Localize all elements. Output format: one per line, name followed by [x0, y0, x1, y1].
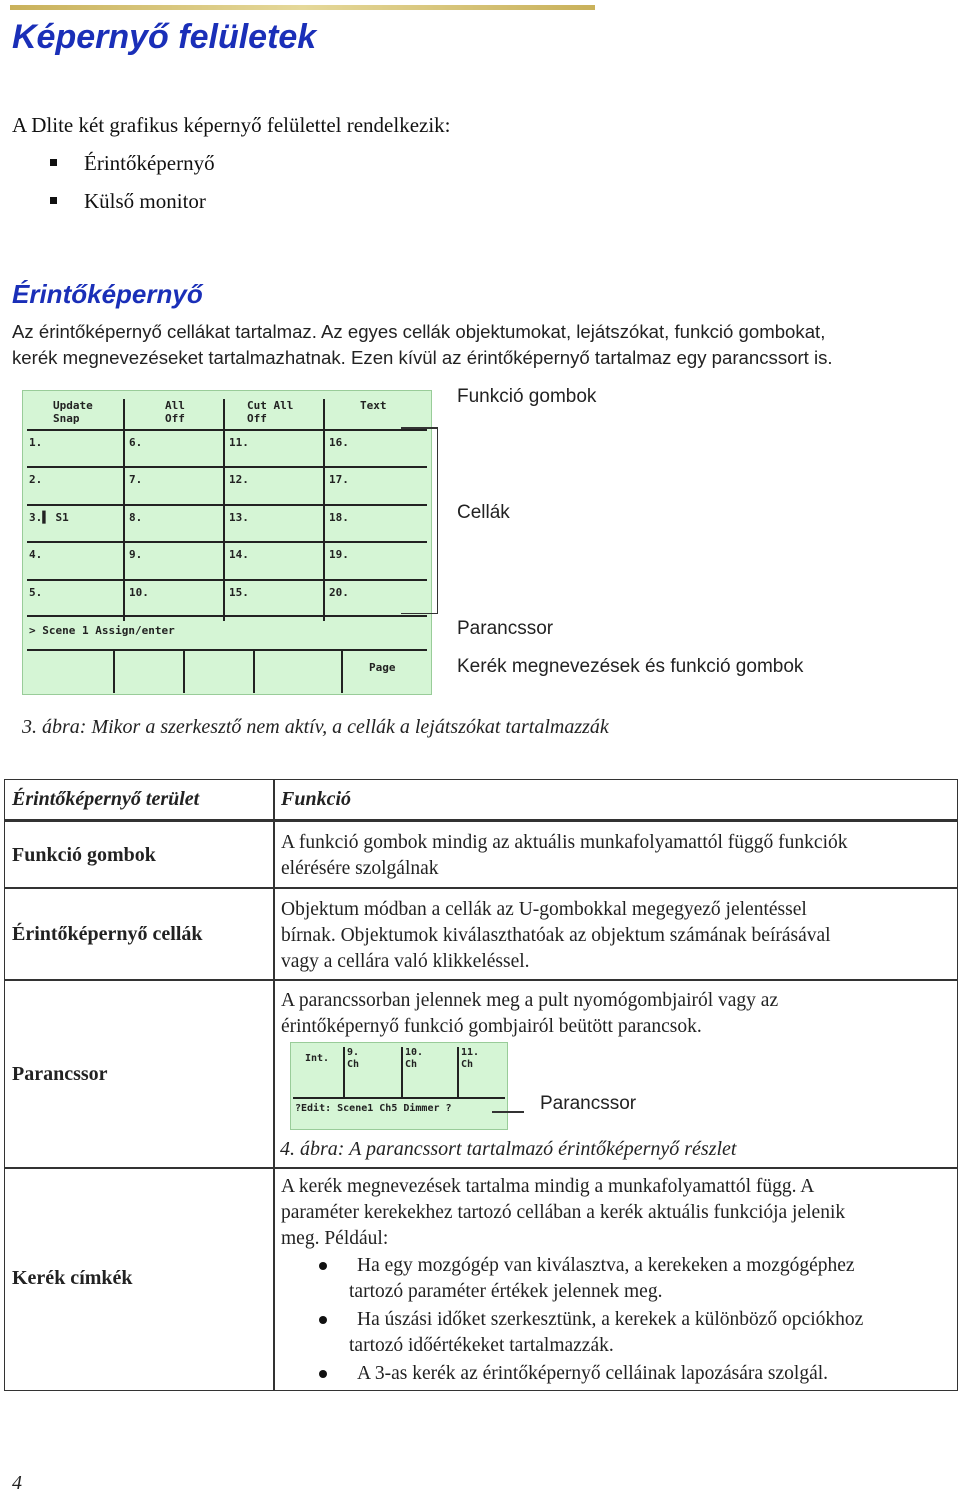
cell: 13.: [229, 511, 249, 524]
square-bullet-icon: [50, 197, 57, 204]
bullet-icon: [319, 1370, 327, 1378]
cut-all-off-button: Cut All Off: [247, 399, 294, 425]
bullet-item: Külső monitor: [50, 189, 206, 214]
row-label: Érintőképernyő cellák: [12, 923, 203, 945]
cell: 6.: [129, 436, 143, 449]
cell: 10.: [129, 586, 149, 599]
cell: 11.: [229, 436, 249, 449]
column-header-function: Funkció: [281, 788, 352, 810]
row-label: Parancssor: [12, 1063, 108, 1085]
update-snap-button: Update Snap: [53, 399, 93, 425]
cell: 15.: [229, 586, 249, 599]
text-button: Text: [360, 399, 387, 412]
cell: 8.: [129, 511, 143, 524]
row-text: bírnak. Objektumok kiválaszthatóak az objektum számának beírásával: [281, 925, 831, 946]
row-text: A parancssorban jelennek meg a pult nyomógombjairól vagy az: [281, 990, 779, 1011]
row-label: Kerék címkék: [12, 1267, 133, 1289]
paragraph-line: kerék megnevezéseket tartalmazhatnak. Ezen kívül az érintőképernyő tartalmaz egy parancssort is.: [12, 347, 833, 368]
cell: 2.: [29, 473, 43, 486]
row-text: A kerék megnevezések tartalma mindig a munkafolyamattól függ. A: [281, 1176, 815, 1197]
figure-caption: 3. ábra: Mikor a szerkesztő nem aktív, a cellák a lejátszókat tartalmazzák: [22, 716, 609, 738]
callout-cells: Cellák: [457, 502, 510, 523]
row-text: érintőképernyő funkció gombjairól beütött parancsok.: [281, 1016, 702, 1037]
cell: 12.: [229, 473, 249, 486]
cell: Int.: [305, 1053, 330, 1064]
row-text: elérésére szolgálnak: [281, 858, 439, 879]
intro-text: A Dlite két grafikus képernyő felülettel rendelkezik:: [12, 113, 451, 137]
row-label: Funkció gombok: [12, 844, 156, 866]
command-line-screenshot: [290, 1042, 508, 1130]
callout-command-line: Parancssor: [457, 618, 554, 639]
cell: 9. Ch: [347, 1047, 360, 1070]
cell: 7.: [129, 473, 143, 486]
row-text: meg. Például:: [281, 1228, 389, 1249]
header-rule: [10, 5, 595, 10]
cell: 4.: [29, 548, 43, 561]
callout-function-buttons: Funkció gombok: [457, 386, 597, 407]
touchscreen-screenshot: [22, 390, 432, 695]
cell: 16.: [329, 436, 349, 449]
cell: 11. Ch: [461, 1047, 480, 1070]
cell: 14.: [229, 548, 249, 561]
cell: 20.: [329, 586, 349, 599]
touchscreen-area-table: Érintőképernyő terület Funkció Funkció gombok A funkció gombok mindig az aktuális munkafolyamattól függő funkciók elérésére szolgálnak Érintőképernyő cellák Objektum módban a cellák az U-gombokkal megegyező jelentéssel bírnak. Objektumok kiválaszthatóak az objektum számának beírásával vagy a cellára való klikkeléssel. Parancssor A parancssorban jelennek meg a pult nyomógombjairól vagy az érintőképernyő funkció gombjairól beütött parancsok. Kerék címkék A kerék megnevezések tartalma mindig a munkafolyamattól függ. A paraméter kerekekhez tartozó cellában a kerék aktuális funkciója jelenik meg. Például: Ha egy mozgógép van kiválasztva, a kerekeken a mozgógéphez tartozó paraméter értékek jelennek meg. Ha úszási időket szerkesztünk, a kerekek a különböző opciókhoz tartozó időértékeket tartalmazzák. A 3-as kerék az érintőképernyő celláinak lapozására szolgál.: [4, 779, 958, 1391]
cell: 17.: [329, 473, 349, 486]
cell: 1.: [29, 436, 43, 449]
callout-command-line: Parancssor: [540, 1093, 637, 1114]
bullet-icon: [319, 1262, 327, 1270]
cell: 9.: [129, 548, 143, 561]
page-button: Page: [369, 661, 396, 674]
bullet-icon: [319, 1316, 327, 1324]
section-heading: Érintőképernyő: [12, 279, 203, 309]
cell: 10. Ch: [405, 1047, 424, 1070]
row-text: paraméter kerekekhez tartozó cellában a kerék aktuális funkciója jelenik: [281, 1202, 846, 1223]
row-text: A funkció gombok mindig az aktuális munkafolyamattól függő funkciók: [281, 832, 848, 853]
all-off-button: All Off: [165, 399, 185, 425]
cell: 19.: [329, 548, 349, 561]
column-header-area: Érintőképernyő terület: [12, 788, 200, 810]
page-title: Képernyő felületek: [12, 18, 317, 56]
cell: 5.: [29, 586, 43, 599]
callout-line: [492, 1111, 524, 1113]
bullet-item: Érintőképernyő: [50, 151, 215, 176]
row-text: vagy a cellára való klikkeléssel.: [281, 951, 530, 972]
paragraph-line: Az érintőképernyő cellákat tartalmaz. Az egyes cellák objektumokat, lejátszókat, funkció gombokat,: [12, 321, 826, 342]
cell: 3.▌ S1: [29, 511, 69, 524]
command-line: ?Edit: Scene1 Ch5 Dimmer ?: [295, 1103, 452, 1114]
page-number: 4: [12, 1472, 22, 1494]
cell: 18.: [329, 511, 349, 524]
figure-caption: 4. ábra: A parancssort tartalmazó érintőképernyő részlet: [280, 1138, 737, 1160]
row-text: Objektum módban a cellák az U-gombokkal megegyező jelentéssel: [281, 899, 807, 920]
callout-wheel: Kerék megnevezések és funkció gombok: [457, 656, 804, 677]
cells-bracket: [400, 427, 438, 614]
command-line: > Scene 1 Assign/enter: [29, 624, 175, 637]
square-bullet-icon: [50, 159, 57, 166]
